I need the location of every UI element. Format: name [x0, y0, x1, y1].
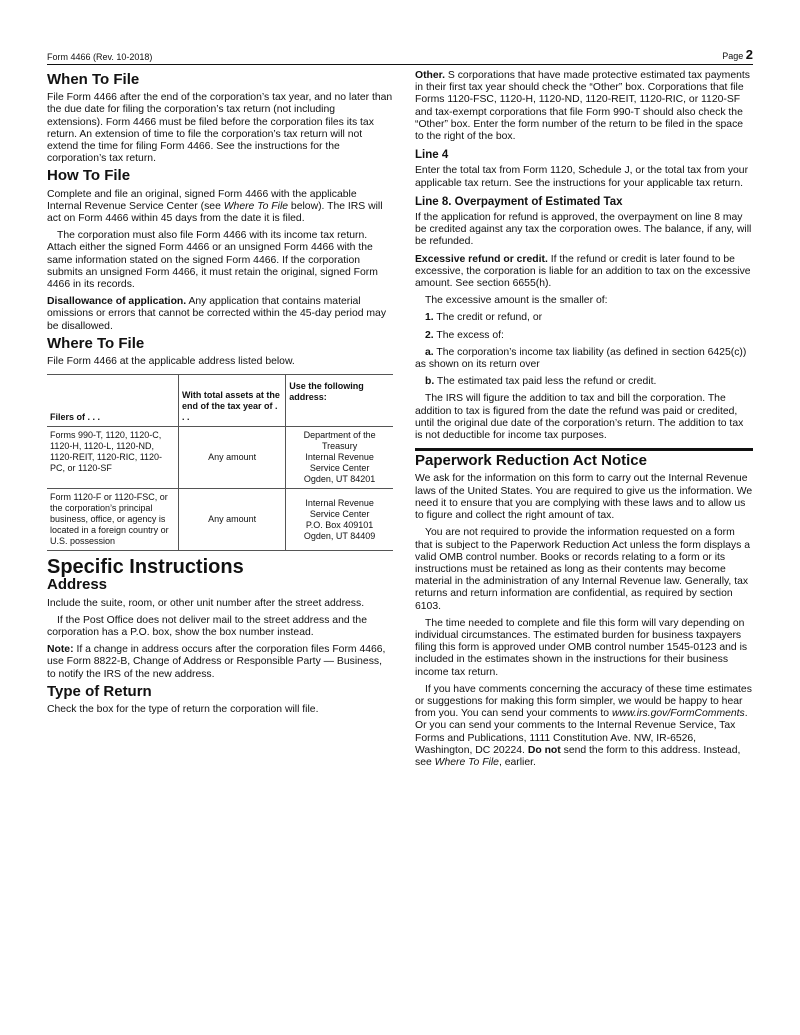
paragraph: Enter the total tax from Form 1120, Schedule J, or the total tax from your applicable tax return. See the instructions for your applicable tax return. [415, 165, 749, 189]
line-8-heading: Line 8. Overpayment of Estimated Tax [415, 195, 623, 208]
paragraph: If the application for refund is approved, the overpayment on line 8 may be credited against any tax the corporation owes. The balance, if any, will be refunded. [415, 212, 752, 248]
address-heading: Address [47, 576, 108, 594]
list-item: a. The corporation’s income tax liability (as defined in section 6425(c)) as shown on its return over [415, 346, 747, 371]
right-column [415, 70, 753, 774]
address-table [47, 374, 393, 551]
paragraph: We ask for the information on this form to carry out the Internal Revenue laws of the United States. You are required to give us the information. We need it to ensure that you are complying with these laws and to allow us to figure and collect the right amount of tax. [415, 473, 753, 522]
when-to-file-heading: When To File [47, 71, 140, 88]
paragraph: If the Post Office does not deliver mail to the street address and the corporation has a P.O. box, show the box number instead. [47, 614, 367, 639]
paragraph: Excessive refund or credit. If the refund or credit is later found to be excessive, the corporation is liable for an addition to tax on the excessive amount. See section 6655(h). [415, 253, 751, 290]
list-item: b. The estimated tax paid less the refund or credit. [425, 376, 657, 388]
column-header: Use the following address: [286, 375, 393, 427]
paragraph: Disallowance of application. Any application that contains material omissions or errors that cannot be corrected within the 45-day period may be disallowed. [47, 296, 387, 332]
list-item: 1. The credit or refund, or [425, 312, 543, 324]
paragraph: Complete and file an original, signed Form 4466 with the applicable Internal Revenue Service Center (see Where To File below). The IRS will act on Form 4466 within 45 days from the date it is filed. [47, 188, 383, 225]
column-header: With total assets at the end of the tax year of . . . [178, 375, 285, 427]
form-comments-link[interactable]: www.irs.gov/FormComments [611, 708, 745, 720]
table-row: Forms 990-T, 1120, 1120-C, 1120-H, 1120-L, 1120-ND, 1120-REIT, 1120-RIC, 1120-PC, or 1120-SF Any amount Department of the Treasury Internal Revenue Service Center Ogden, UT 84201 [47, 427, 393, 489]
paragraph: The IRS will figure the addition to tax and bill the corporation. The addition to tax is figured from the date the refund was paid or credited, until the original due date of the corporation’s return. The addition to tax is not deductible for income tax purposes. [415, 393, 744, 442]
page-number: Page 2 [722, 47, 753, 62]
where-to-file-heading: Where To File [47, 334, 145, 352]
paragraph: File Form 4466 after the end of the corporation’s tax year, and no later than the due date for filing the corporation’s tax return (not including extensions). Form 4466 must be filed before the corporation files its tax return. An extension of time to file the corporation’s tax return will not extend the time for filing Form 4466. See the instructions for the corporation’s tax return. [47, 92, 393, 165]
paragraph: File Form 4466 at the applicable address listed below. [47, 356, 295, 368]
paragraph: The time needed to complete and file this form will vary depending on individual circumstances. The estimated burden for business taxpayers filing this form is approved under OMB control number 1545-0123 and is included in the estimates shown in the instructions for their business income tax return. [415, 617, 748, 678]
form-id: Form 4466 (Rev. 10-2018) [47, 52, 153, 62]
section-divider [415, 448, 753, 451]
paragraph: Include the suite, room, or other unit number after the street address. [47, 597, 365, 609]
paragraph: The corporation must also file Form 4466 with its income tax return. Attach either the signed Form 4466 or an unsigned Form 4466 with the same information stated on the signed Form 4466. If the corporation submits an unsigned Form 4466, it must retain the original, signed Form 4466 in its records. [47, 230, 378, 291]
how-to-file-heading: How To File [47, 167, 131, 185]
paragraph: You are not required to provide the information requested on a form that is subject to the Paperwork Reduction Act unless the form displays a valid OMB control number. Books or records relating to a form or its instructions must be retained as long as their contents may become material in the administration of any Internal Revenue law. Generally, tax returns and return information are confidential, as required by section 6103. [415, 527, 750, 612]
left-column [47, 70, 393, 721]
specific-instructions-heading: Specific Instructions [47, 556, 244, 579]
type-of-return-heading: Type of Return [47, 682, 152, 700]
paragraph: Check the box for the type of return the corporation will file. [47, 704, 319, 716]
line-4-heading: Line 4 [415, 149, 449, 162]
note: Note: If a change in address occurs after the corporation files Form 4466, use Form 8822-B, Change of Address or Responsible Party — Business, to notify the IRS of the new address. [47, 644, 386, 680]
paperwork-reduction-heading: Paperwork Reduction Act Notice [415, 452, 647, 470]
paragraph: The excessive amount is the smaller of: [425, 295, 608, 307]
column-header: Filers of . . . [47, 375, 178, 427]
paragraph: If you have comments concerning the accuracy of these time estimates or suggestions for making this form simpler, we would be happy to hear from you. You can send your comments to www.irs.gov/FormComments. Or you can send your comments to the Internal Revenue Service, Tax Forms and Publications, 1111 Constitution Ave. NW, IR-6526, Washington, DC 20224. Do not send the form to this address. Instead, see Where To File, earlier. [415, 683, 752, 768]
table-row: Form 1120-F or 1120-FSC, or the corporation’s principal business, office, or agency is located in a foreign country or U.S. possession Any amount Internal Revenue Service Center P.O. Box 409101 Ogden, UT 84409 [47, 489, 393, 551]
list-item: 2. The excess of: [425, 329, 504, 341]
page-header [47, 47, 753, 65]
paragraph: Other. S corporations that have made protective estimated tax payments in their first tax year should check the “Other” box. Corporations that file Forms 1120-FSC, 1120-H, 1120-ND, 1120-REIT, 1120-RIC, or 1120-SF and tax-exempt corporations that file Form 990-T should also check the “Other” box. Enter the form number of the return to be filed in the space to the right of the box. [415, 70, 750, 143]
